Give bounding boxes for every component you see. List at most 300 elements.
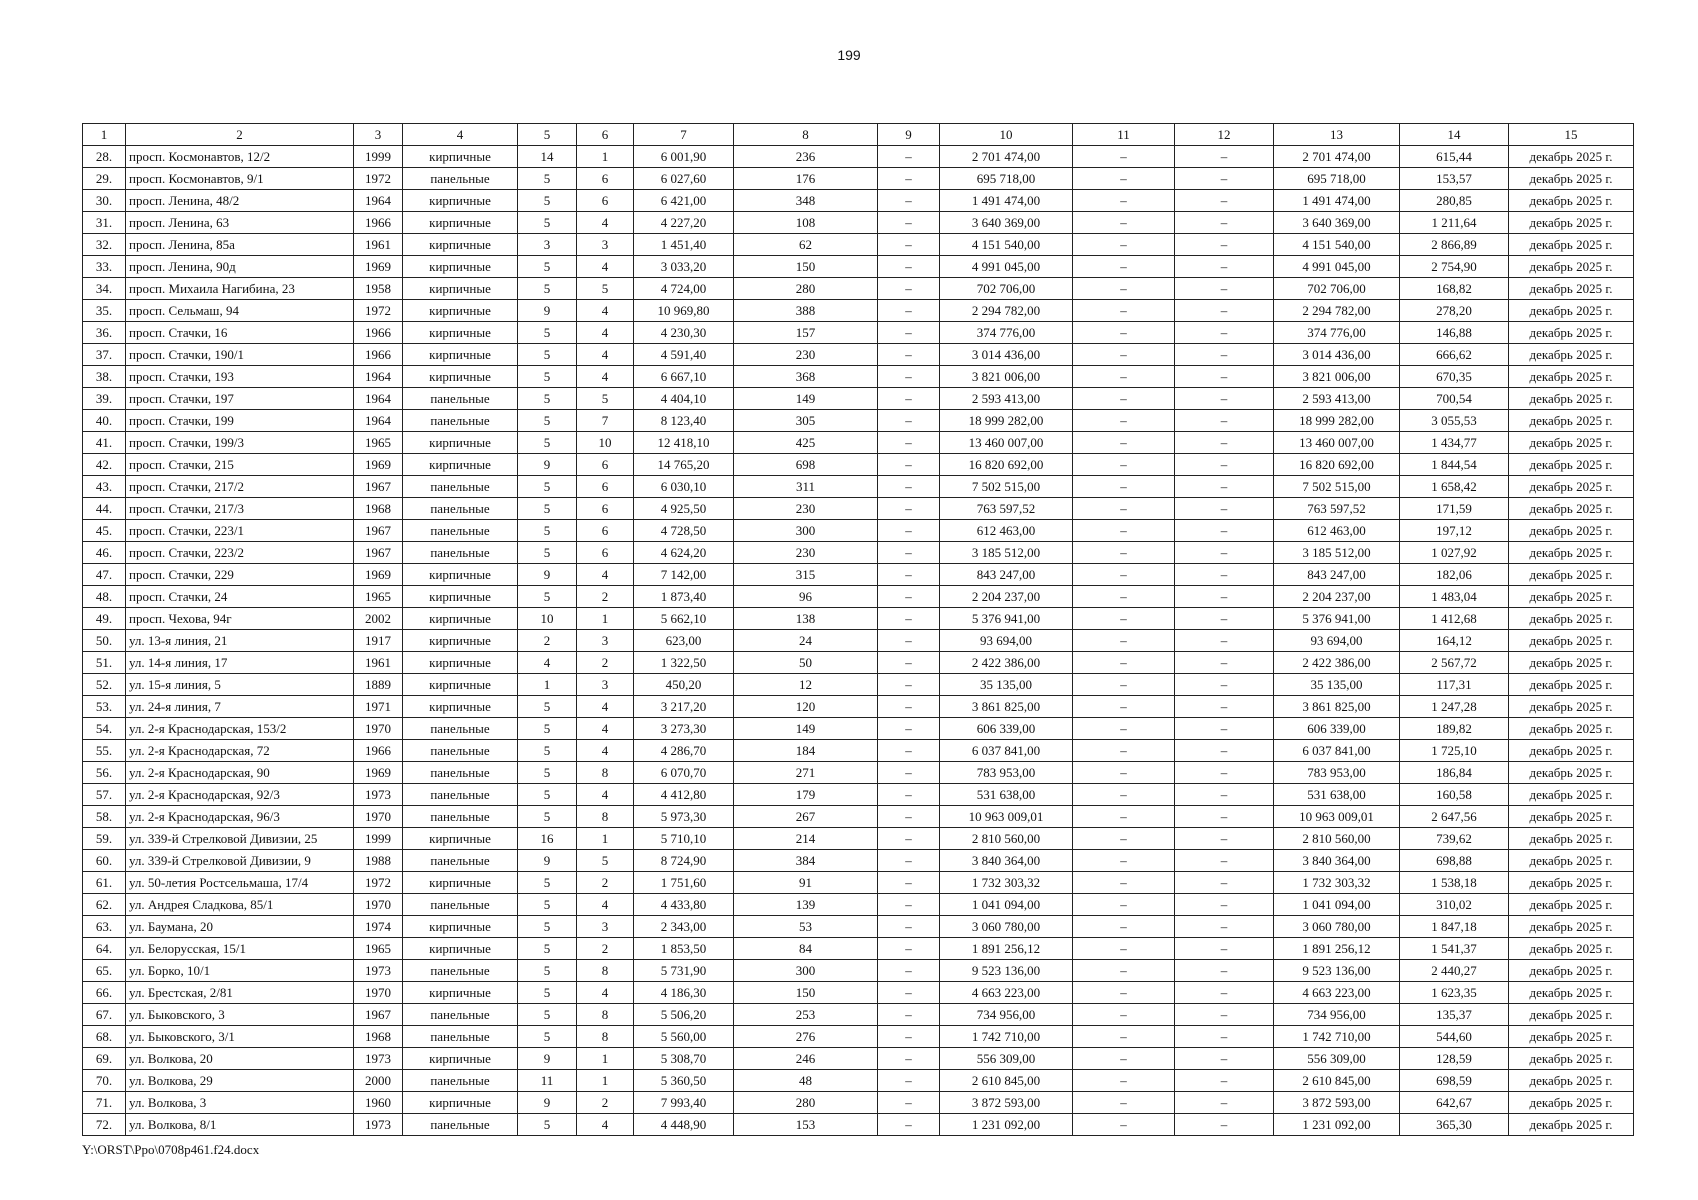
table-cell: – (1175, 718, 1274, 740)
table-cell: 18 999 282,00 (1274, 410, 1400, 432)
table-cell: панельные (403, 960, 518, 982)
address-cell: ул. Борко, 10/1 (126, 960, 354, 982)
table-cell: 1 847,18 (1400, 916, 1509, 938)
table-cell: декабрь 2025 г. (1509, 1092, 1634, 1114)
table-cell: 1967 (354, 542, 403, 564)
table-cell: 1 041 094,00 (940, 894, 1073, 916)
table-cell: 61. (83, 872, 126, 894)
table-cell: – (878, 1048, 940, 1070)
table-cell: – (1175, 344, 1274, 366)
table-cell: 267 (734, 806, 878, 828)
table-cell: – (878, 278, 940, 300)
table-cell: 49. (83, 608, 126, 630)
table-cell: 54. (83, 718, 126, 740)
table-cell: 149 (734, 388, 878, 410)
table-cell: декабрь 2025 г. (1509, 630, 1634, 652)
table-cell: 5 (518, 762, 577, 784)
table-cell: 37. (83, 344, 126, 366)
table-cell: 1969 (354, 454, 403, 476)
table-cell: 4 286,70 (634, 740, 734, 762)
table-cell: – (1175, 454, 1274, 476)
table-cell: 5 (518, 476, 577, 498)
table-cell: 1971 (354, 696, 403, 718)
table-row (83, 806, 1634, 828)
table-cell: 2 343,00 (634, 916, 734, 938)
table-cell: – (878, 322, 940, 344)
table-row (83, 1026, 1634, 1048)
table-cell: 1 (577, 146, 634, 168)
table-cell: 5 662,10 (634, 608, 734, 630)
table-cell: 6 037 841,00 (940, 740, 1073, 762)
table-cell: 6 070,70 (634, 762, 734, 784)
table-cell: – (1073, 960, 1175, 982)
table-cell: – (1073, 806, 1175, 828)
table-cell: 5 (518, 322, 577, 344)
table-cell: 6 (577, 190, 634, 212)
table-cell: 1999 (354, 146, 403, 168)
table-cell: 276 (734, 1026, 878, 1048)
table-cell: 1968 (354, 498, 403, 520)
table-cell: кирпичные (403, 630, 518, 652)
address-cell: просп. Стачки, 24 (126, 586, 354, 608)
table-cell: 1 211,64 (1400, 212, 1509, 234)
table-cell: – (1073, 630, 1175, 652)
table-cell: – (1175, 278, 1274, 300)
table-cell: 1973 (354, 960, 403, 982)
table-cell: 10 963 009,01 (1274, 806, 1400, 828)
table-cell: – (1073, 1070, 1175, 1092)
table-cell: 4 (577, 894, 634, 916)
table-cell: 3 014 436,00 (940, 344, 1073, 366)
table-cell: 4 (577, 322, 634, 344)
table-cell: 1 247,28 (1400, 696, 1509, 718)
table-cell: 66. (83, 982, 126, 1004)
table-cell: 374 776,00 (940, 322, 1073, 344)
column-header: 1 (83, 124, 126, 146)
table-cell: декабрь 2025 г. (1509, 718, 1634, 740)
table-cell: декабрь 2025 г. (1509, 322, 1634, 344)
table-cell: 5 506,20 (634, 1004, 734, 1026)
table-row (83, 894, 1634, 916)
table-cell: – (878, 960, 940, 982)
table-cell: 53 (734, 916, 878, 938)
table-cell: 2 701 474,00 (1274, 146, 1400, 168)
table-cell: 1965 (354, 432, 403, 454)
table-cell: – (1175, 564, 1274, 586)
table-cell: 3 185 512,00 (940, 542, 1073, 564)
table-cell: 702 706,00 (1274, 278, 1400, 300)
table-cell: – (878, 806, 940, 828)
table-cell: декабрь 2025 г. (1509, 784, 1634, 806)
table-cell: – (878, 718, 940, 740)
table-cell: 1964 (354, 410, 403, 432)
table-cell: 16 (518, 828, 577, 850)
table-cell: 3 (577, 234, 634, 256)
table-row (83, 454, 1634, 476)
table-cell: 1 231 092,00 (940, 1114, 1073, 1136)
table-cell: 70. (83, 1070, 126, 1092)
table-cell: 24 (734, 630, 878, 652)
table-cell: 63. (83, 916, 126, 938)
table-row (83, 388, 1634, 410)
table-cell: 6 (577, 476, 634, 498)
table-cell: 2 (577, 938, 634, 960)
table-cell: – (1073, 674, 1175, 696)
table-cell: 5 (518, 366, 577, 388)
table-cell: 4 925,50 (634, 498, 734, 520)
table-cell: 65. (83, 960, 126, 982)
table-cell: 2 294 782,00 (940, 300, 1073, 322)
table-cell: 1967 (354, 476, 403, 498)
table-cell: 8 724,90 (634, 850, 734, 872)
table-cell: 3 821 006,00 (1274, 366, 1400, 388)
column-header: 6 (577, 124, 634, 146)
table-row (83, 630, 1634, 652)
table-cell: 612 463,00 (940, 520, 1073, 542)
table-cell: 59. (83, 828, 126, 850)
table-row (83, 762, 1634, 784)
table-cell: 4 (577, 740, 634, 762)
table-cell: – (1073, 784, 1175, 806)
table-cell: декабрь 2025 г. (1509, 366, 1634, 388)
table-cell: – (1175, 1048, 1274, 1070)
table-cell: 12 (734, 674, 878, 696)
table-cell: 4 151 540,00 (1274, 234, 1400, 256)
table-cell: 556 309,00 (1274, 1048, 1400, 1070)
table-cell: декабрь 2025 г. (1509, 300, 1634, 322)
table-cell: 34. (83, 278, 126, 300)
table-cell: 253 (734, 1004, 878, 1026)
table-cell: 606 339,00 (940, 718, 1073, 740)
table-cell: – (1175, 1114, 1274, 1136)
table-cell: – (878, 366, 940, 388)
table-cell: 29. (83, 168, 126, 190)
table-cell: 763 597,52 (940, 498, 1073, 520)
table-cell: – (1175, 828, 1274, 850)
table-cell: 52. (83, 674, 126, 696)
table-row (83, 278, 1634, 300)
table-cell: 1966 (354, 740, 403, 762)
table-cell: 71. (83, 1092, 126, 1114)
table-cell: 2 754,90 (1400, 256, 1509, 278)
table-cell: – (1073, 146, 1175, 168)
table-cell: – (1073, 432, 1175, 454)
table-cell: 13 460 007,00 (1274, 432, 1400, 454)
table-cell: 35. (83, 300, 126, 322)
table-cell: 18 999 282,00 (940, 410, 1073, 432)
table-cell: 6 (577, 542, 634, 564)
table-cell: – (1073, 850, 1175, 872)
table-cell: 62 (734, 234, 878, 256)
table-row (83, 366, 1634, 388)
table-cell: 6 (577, 454, 634, 476)
table-cell: – (1175, 784, 1274, 806)
table-row (83, 1092, 1634, 1114)
table-cell: 280,85 (1400, 190, 1509, 212)
table-cell: декабрь 2025 г. (1509, 586, 1634, 608)
address-cell: ул. 13-я линия, 21 (126, 630, 354, 652)
table-cell: декабрь 2025 г. (1509, 256, 1634, 278)
table-cell: – (1073, 168, 1175, 190)
table-cell: 3 821 006,00 (940, 366, 1073, 388)
table-cell: 425 (734, 432, 878, 454)
table-row (83, 564, 1634, 586)
table-cell: 1 (577, 828, 634, 850)
table-cell: 2 (577, 872, 634, 894)
table-cell: 117,31 (1400, 674, 1509, 696)
table-cell: 739,62 (1400, 828, 1509, 850)
table-cell: 1967 (354, 520, 403, 542)
address-cell: просп. Стачки, 199 (126, 410, 354, 432)
table-cell: – (1175, 168, 1274, 190)
table-cell: кирпичные (403, 1048, 518, 1070)
table-cell: декабрь 2025 г. (1509, 938, 1634, 960)
table-cell: 9 (518, 564, 577, 586)
table-row (83, 410, 1634, 432)
table-cell: декабрь 2025 г. (1509, 850, 1634, 872)
table-cell: декабрь 2025 г. (1509, 652, 1634, 674)
table-cell: 93 694,00 (1274, 630, 1400, 652)
table-cell: 3 014 436,00 (1274, 344, 1400, 366)
table-cell: 1969 (354, 762, 403, 784)
table-cell: 5 (518, 586, 577, 608)
table-cell: 3 055,53 (1400, 410, 1509, 432)
table-cell: 2 422 386,00 (940, 652, 1073, 674)
table-cell: 1 891 256,12 (940, 938, 1073, 960)
table-cell: 7 142,00 (634, 564, 734, 586)
table-cell: декабрь 2025 г. (1509, 674, 1634, 696)
table-cell: 1 041 094,00 (1274, 894, 1400, 916)
table-cell: 91 (734, 872, 878, 894)
table-cell: 1 491 474,00 (1274, 190, 1400, 212)
address-cell: просп. Стачки, 199/3 (126, 432, 354, 454)
table-cell: 150 (734, 982, 878, 1004)
table-cell: – (878, 696, 940, 718)
table-cell: кирпичные (403, 586, 518, 608)
table-row (83, 168, 1634, 190)
table-cell: кирпичные (403, 322, 518, 344)
table-cell: – (1073, 278, 1175, 300)
table-row (83, 432, 1634, 454)
table-row (83, 1114, 1634, 1136)
column-header: 13 (1274, 124, 1400, 146)
table-cell: 670,35 (1400, 366, 1509, 388)
table-cell: – (1175, 146, 1274, 168)
table-cell: 4 (577, 1114, 634, 1136)
table-cell: декабрь 2025 г. (1509, 454, 1634, 476)
table-cell: – (1175, 608, 1274, 630)
table-cell: 55. (83, 740, 126, 762)
table-cell: – (1175, 1070, 1274, 1092)
column-header: 14 (1400, 124, 1509, 146)
address-cell: просп. Стачки, 215 (126, 454, 354, 476)
table-cell: 2 (518, 630, 577, 652)
table-cell: 6 027,60 (634, 168, 734, 190)
table-cell: 700,54 (1400, 388, 1509, 410)
table-cell: 1 742 710,00 (940, 1026, 1073, 1048)
table-cell: 46. (83, 542, 126, 564)
table-cell: 230 (734, 344, 878, 366)
table-cell: 384 (734, 850, 878, 872)
table-cell: 47. (83, 564, 126, 586)
table-cell: 2002 (354, 608, 403, 630)
table-cell: 1973 (354, 1048, 403, 1070)
table-cell: 2 610 845,00 (1274, 1070, 1400, 1092)
table-cell: 4 (577, 256, 634, 278)
address-cell: просп. Михаила Нагибина, 23 (126, 278, 354, 300)
table-cell: 2 (577, 652, 634, 674)
table-cell: – (1073, 718, 1175, 740)
table-cell: – (1175, 872, 1274, 894)
address-cell: ул. 2-я Краснодарская, 72 (126, 740, 354, 762)
table-row (83, 938, 1634, 960)
column-header: 12 (1175, 124, 1274, 146)
table-row (83, 190, 1634, 212)
table-cell: – (1175, 256, 1274, 278)
table-cell: 189,82 (1400, 718, 1509, 740)
table-cell: 146,88 (1400, 322, 1509, 344)
table-cell: – (1073, 564, 1175, 586)
table-cell: – (1175, 476, 1274, 498)
table-cell: 4 404,10 (634, 388, 734, 410)
table-cell: – (878, 542, 940, 564)
table-cell: декабрь 2025 г. (1509, 960, 1634, 982)
address-cell: ул. 2-я Краснодарская, 153/2 (126, 718, 354, 740)
address-cell: просп. Стачки, 223/2 (126, 542, 354, 564)
table-cell: 40. (83, 410, 126, 432)
table-cell: кирпичные (403, 234, 518, 256)
table-cell: 5 (518, 1026, 577, 1048)
column-header: 3 (354, 124, 403, 146)
table-cell: 1 (577, 1048, 634, 1070)
table-cell: 2 204 237,00 (1274, 586, 1400, 608)
table-cell: декабрь 2025 г. (1509, 806, 1634, 828)
table-cell: декабрь 2025 г. (1509, 1070, 1634, 1092)
table-cell: – (1073, 256, 1175, 278)
table-cell: 1969 (354, 256, 403, 278)
table-cell: 1 491 474,00 (940, 190, 1073, 212)
table-cell: 1 853,50 (634, 938, 734, 960)
table-cell: 43. (83, 476, 126, 498)
table-cell: 8 (577, 762, 634, 784)
table-cell: – (1073, 322, 1175, 344)
table-cell: 1970 (354, 718, 403, 740)
table-cell: – (1073, 982, 1175, 1004)
table-cell: 278,20 (1400, 300, 1509, 322)
table-cell: декабрь 2025 г. (1509, 146, 1634, 168)
table-cell: 31. (83, 212, 126, 234)
table-cell: 5 (518, 806, 577, 828)
table-cell: 4 728,50 (634, 520, 734, 542)
table-cell: 5 308,70 (634, 1048, 734, 1070)
table-cell: – (878, 1092, 940, 1114)
table-cell: 8 (577, 960, 634, 982)
table-cell: – (1175, 1004, 1274, 1026)
table-cell: 5 (518, 938, 577, 960)
table-cell: 615,44 (1400, 146, 1509, 168)
table-cell: 5 (518, 784, 577, 806)
address-cell: ул. Волкова, 29 (126, 1070, 354, 1092)
table-cell: – (878, 608, 940, 630)
table-cell: 9 (518, 850, 577, 872)
table-cell: кирпичные (403, 366, 518, 388)
table-cell: 1 541,37 (1400, 938, 1509, 960)
table-cell: – (1073, 608, 1175, 630)
table-cell: 271 (734, 762, 878, 784)
table-cell: 5 (518, 740, 577, 762)
table-cell: 7 993,40 (634, 1092, 734, 1114)
table-cell: – (1073, 300, 1175, 322)
table-cell: 108 (734, 212, 878, 234)
table-cell: 4 448,90 (634, 1114, 734, 1136)
table-cell: 1 231 092,00 (1274, 1114, 1400, 1136)
table-cell: 62. (83, 894, 126, 916)
table-cell: 48. (83, 586, 126, 608)
table-cell: панельные (403, 806, 518, 828)
table-cell: 4 (577, 696, 634, 718)
table-cell: 4 412,80 (634, 784, 734, 806)
table-cell: 4 186,30 (634, 982, 734, 1004)
table-cell: 5 376 941,00 (1274, 608, 1400, 630)
table-cell: 9 (518, 1048, 577, 1070)
table-cell: кирпичные (403, 828, 518, 850)
table-cell: 6 (577, 498, 634, 520)
table-cell: декабрь 2025 г. (1509, 828, 1634, 850)
table-cell: – (1073, 476, 1175, 498)
table-cell: декабрь 2025 г. (1509, 520, 1634, 542)
table-row (83, 300, 1634, 322)
table-row (83, 982, 1634, 1004)
table-cell: кирпичные (403, 1092, 518, 1114)
table-cell: панельные (403, 1004, 518, 1026)
table-cell: – (1175, 740, 1274, 762)
table-cell: панельные (403, 740, 518, 762)
table-cell: 5 (577, 278, 634, 300)
table-cell: 1999 (354, 828, 403, 850)
table-cell: 1 (577, 608, 634, 630)
table-cell: кирпичные (403, 212, 518, 234)
table-cell: – (878, 630, 940, 652)
table-cell: панельные (403, 168, 518, 190)
table-cell: 1 873,40 (634, 586, 734, 608)
table-cell: 5 (518, 168, 577, 190)
table-cell: 8 (577, 1004, 634, 1026)
table-row (83, 674, 1634, 696)
table-cell: 3 840 364,00 (1274, 850, 1400, 872)
table-row (83, 608, 1634, 630)
table-cell: – (878, 344, 940, 366)
table-cell: 2 866,89 (1400, 234, 1509, 256)
table-cell: – (1073, 1004, 1175, 1026)
table-cell: 1 751,60 (634, 872, 734, 894)
table-cell: 1 732 303,32 (1274, 872, 1400, 894)
table-cell: 138 (734, 608, 878, 630)
table-cell: 1 322,50 (634, 652, 734, 674)
table-cell: 7 (577, 410, 634, 432)
table-cell: кирпичные (403, 344, 518, 366)
table-cell: 36. (83, 322, 126, 344)
table-cell: кирпичные (403, 674, 518, 696)
address-cell: просп. Стачки, 193 (126, 366, 354, 388)
table-cell: 1961 (354, 234, 403, 256)
table-cell: декабрь 2025 г. (1509, 234, 1634, 256)
table-cell: 1964 (354, 190, 403, 212)
table-cell: 698,59 (1400, 1070, 1509, 1092)
table-cell: – (1073, 696, 1175, 718)
table-cell: 2 610 845,00 (940, 1070, 1073, 1092)
address-cell: ул. Брестская, 2/81 (126, 982, 354, 1004)
table-cell: 9 (518, 454, 577, 476)
